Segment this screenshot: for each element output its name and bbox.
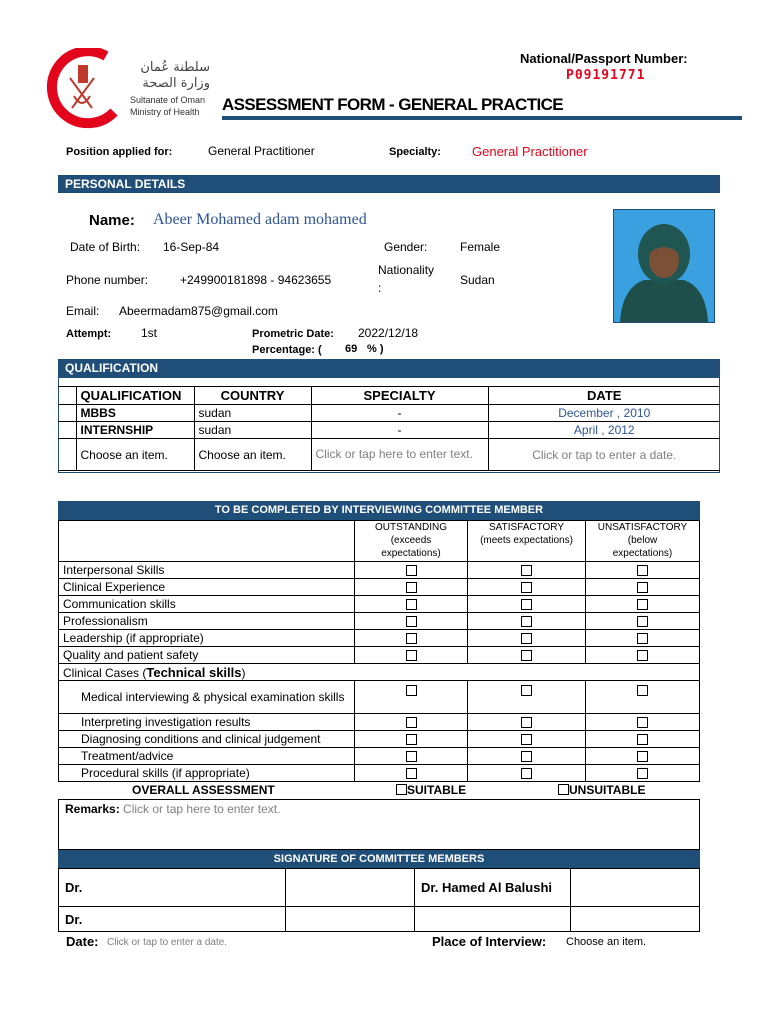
technical-skills-label: Technical skills: [146, 664, 242, 680]
col-label: (below: [627, 535, 658, 546]
unsatisfactory-checkbox[interactable]: [637, 734, 648, 745]
satisfactory-cell: [468, 596, 586, 613]
unsuitable-checkbox[interactable]: [558, 784, 569, 795]
table-row: [58, 422, 720, 439]
dob-value[interactable]: 16-Sep-84: [163, 240, 220, 254]
qualification-table: [58, 386, 720, 471]
satisfactory-cell: [468, 731, 586, 748]
overall-assessment-label: OVERALL ASSESSMENT: [132, 783, 275, 797]
outstanding-checkbox[interactable]: [406, 751, 417, 762]
qual-row-marker: [58, 387, 76, 405]
clinical-cases-row: [59, 664, 700, 681]
specialty-value[interactable]: General Practitioner: [472, 144, 588, 159]
criterion-label: Treatment/advice: [59, 748, 355, 765]
satisfactory-checkbox[interactable]: [521, 717, 532, 728]
unsatisfactory-cell: [586, 562, 700, 579]
qual-row-marker: [58, 422, 76, 439]
table-row: [59, 765, 700, 782]
satisfactory-cell: [468, 714, 586, 731]
criterion-label: Interpreting investigation results: [59, 714, 355, 731]
logo-english-2: Ministry of Health: [130, 107, 200, 117]
outstanding-checkbox[interactable]: [406, 768, 417, 779]
col-specialty: SPECIALTY: [311, 387, 488, 405]
unsatisfactory-checkbox[interactable]: [637, 768, 648, 779]
attempt-value[interactable]: 1st: [141, 326, 158, 340]
unsatisfactory-checkbox[interactable]: [637, 717, 648, 728]
date-cell[interactable]: December , 2010: [488, 405, 720, 422]
satisfactory-checkbox[interactable]: [521, 599, 532, 610]
email-value[interactable]: Abeermadam875@gmail.com: [119, 304, 278, 318]
qualification-select[interactable]: Choose an item.: [76, 439, 194, 471]
email-label: Email:: [66, 304, 100, 318]
table-row: [58, 405, 720, 422]
date-cell[interactable]: April , 2012: [488, 422, 720, 439]
clinical-cases-end: ): [241, 665, 246, 680]
qualification-header-row: [58, 387, 720, 405]
outstanding-checkbox[interactable]: [406, 599, 417, 610]
table-row: [59, 596, 700, 613]
outstanding-cell: [355, 630, 468, 647]
outstanding-cell: [355, 748, 468, 765]
criterion-label: Communication skills: [59, 596, 355, 613]
suitable-option[interactable]: [396, 783, 466, 797]
outstanding-cell: [355, 562, 468, 579]
criterion-label: Quality and patient safety: [59, 647, 355, 664]
table-row: [59, 869, 700, 907]
satisfactory-cell: [468, 579, 586, 596]
country-select[interactable]: Choose an item.: [194, 439, 311, 471]
table-row: [59, 613, 700, 630]
passport-label: National/Passport Number:: [520, 51, 688, 66]
col-date: DATE: [488, 387, 720, 405]
person-photo-icon: [614, 210, 714, 322]
satisfactory-checkbox[interactable]: [521, 768, 532, 779]
passport-value: P09191771: [566, 68, 646, 83]
col-qualification: QUALIFICATION: [76, 387, 194, 405]
logo-arabic-2: وزارة الصحة: [142, 76, 210, 91]
applicant-photo: [613, 209, 715, 323]
table-row: [59, 630, 700, 647]
satisfactory-cell: [468, 562, 586, 579]
criteria-column-head: [59, 521, 355, 562]
clinical-cases-label: Clinical Cases (: [63, 665, 147, 680]
outstanding-checkbox[interactable]: [406, 616, 417, 627]
date-label: Date:: [66, 934, 99, 949]
signature-name-cell[interactable]: Dr.: [59, 869, 286, 907]
satisfactory-checkbox[interactable]: [521, 650, 532, 661]
criterion-label: Diagnosing conditions and clinical judgement: [59, 731, 355, 748]
col-label: UNSATISFACTORY: [597, 522, 688, 533]
position-label: Position applied for:: [66, 146, 173, 158]
unsatisfactory-cell: [586, 613, 700, 630]
col-label: expectations): [381, 548, 441, 559]
name-value[interactable]: Abeer Mohamed adam mohamed: [153, 211, 367, 228]
unsatisfactory-checkbox[interactable]: [637, 650, 648, 661]
signature-sign-cell[interactable]: [286, 869, 415, 907]
satisfactory-checkbox[interactable]: [521, 751, 532, 762]
unsatisfactory-cell: [586, 596, 700, 613]
personal-details-header: PERSONAL DETAILS: [58, 175, 720, 193]
unsatisfactory-cell: [586, 714, 700, 731]
satisfactory-checkbox[interactable]: [521, 734, 532, 745]
outstanding-cell: [355, 596, 468, 613]
col-unsatisfactory: [586, 521, 700, 562]
prometric-value[interactable]: 2022/12/18: [358, 326, 419, 340]
table-row: [59, 647, 700, 664]
satisfactory-checkbox[interactable]: [521, 565, 532, 576]
attempt-label: Attempt:: [66, 328, 112, 340]
satisfactory-checkbox[interactable]: [521, 685, 532, 696]
unsatisfactory-cell: [586, 748, 700, 765]
signature-name-cell[interactable]: [415, 907, 571, 932]
satisfactory-cell: [468, 748, 586, 765]
qual-cell[interactable]: INTERNSHIP: [76, 422, 194, 439]
percentage-suffix: % ): [367, 343, 384, 355]
remarks-input[interactable]: Click or tap here to enter text.: [123, 802, 281, 816]
outstanding-checkbox[interactable]: [406, 734, 417, 745]
col-label: expectations): [612, 548, 673, 559]
col-satisfactory: [468, 521, 586, 562]
outstanding-cell: [355, 579, 468, 596]
col-label: (exceeds: [390, 535, 432, 546]
col-label: OUTSTANDING: [374, 522, 448, 533]
criterion-label: Leadership (if appropriate): [59, 630, 355, 647]
form-title: ASSESSMENT FORM - GENERAL PRACTICE: [222, 95, 564, 114]
criterion-label: Procedural skills (if appropriate): [59, 765, 355, 782]
unsatisfactory-cell: [586, 647, 700, 664]
signature-header: SIGNATURE OF COMMITTEE MEMBERS: [58, 850, 700, 868]
unsatisfactory-checkbox[interactable]: [637, 582, 648, 593]
satisfactory-cell: [468, 630, 586, 647]
country-cell[interactable]: sudan: [194, 422, 311, 439]
remarks-label: Remarks:: [65, 802, 120, 816]
satisfactory-cell: [468, 613, 586, 630]
logo-arabic-1: سلطنة عُمان: [140, 60, 210, 75]
header-rule: [222, 116, 742, 120]
signature-sign-cell[interactable]: [286, 907, 415, 932]
place-select[interactable]: Choose an item.: [566, 936, 647, 948]
unsatisfactory-cell: [586, 765, 700, 782]
satisfactory-checkbox[interactable]: [521, 582, 532, 593]
table-row: [59, 562, 700, 579]
criterion-label: Interpersonal Skills: [59, 562, 355, 579]
moh-emblem-icon: [44, 48, 126, 130]
unsatisfactory-checkbox[interactable]: [637, 565, 648, 576]
satisfactory-checkbox[interactable]: [521, 633, 532, 644]
outstanding-checkbox[interactable]: [406, 717, 417, 728]
table-row: [59, 907, 700, 932]
qual-cell[interactable]: MBBS: [76, 405, 194, 422]
country-cell[interactable]: sudan: [194, 405, 311, 422]
unsuitable-option[interactable]: [558, 783, 645, 797]
clinical-cases-heading: [59, 664, 700, 681]
satisfactory-cell: [468, 765, 586, 782]
gender-label: Gender:: [384, 240, 428, 254]
table-row: [58, 439, 720, 471]
date-picker[interactable]: Click or tap to enter a date.: [488, 439, 720, 471]
nationality-colon: :: [378, 281, 382, 295]
assessment-table: [58, 520, 700, 782]
logo-english-1: Sultanate of Oman: [130, 95, 206, 105]
criterion-label: Professionalism: [59, 613, 355, 630]
unsatisfactory-checkbox[interactable]: [637, 751, 648, 762]
dob-label: Date of Birth:: [70, 240, 141, 254]
specialty-cell[interactable]: -: [311, 405, 488, 422]
outstanding-cell: [355, 647, 468, 664]
criterion-label: Medical interviewing & physical examination skills: [59, 681, 355, 714]
table-row: [59, 748, 700, 765]
specialty-label: Specialty:: [389, 146, 441, 158]
table-row: [59, 731, 700, 748]
percentage-label: Percentage: (: [252, 344, 322, 356]
table-row: [59, 579, 700, 596]
gender-value[interactable]: Female: [460, 240, 501, 254]
suitable-checkbox[interactable]: [396, 784, 407, 795]
remarks-box[interactable]: [58, 799, 700, 850]
col-label: SATISFACTORY: [488, 522, 565, 533]
name-label: Name:: [89, 212, 135, 229]
unsuitable-label: UNSUITABLE: [569, 783, 646, 797]
unsatisfactory-cell: [586, 630, 700, 647]
signature-sign-cell[interactable]: [571, 869, 700, 907]
assessment-header-row: [59, 521, 700, 562]
position-value[interactable]: General Practitioner: [208, 144, 315, 158]
outstanding-cell: [355, 613, 468, 630]
col-label: (meets expectations): [480, 535, 573, 546]
date-picker[interactable]: Click or tap to enter a date.: [107, 937, 228, 948]
outstanding-cell: [355, 765, 468, 782]
col-outstanding: [355, 521, 468, 562]
outstanding-cell: [355, 731, 468, 748]
unsatisfactory-checkbox[interactable]: [637, 599, 648, 610]
table-row: [59, 714, 700, 731]
place-label: Place of Interview:: [432, 934, 547, 949]
outstanding-cell: [355, 681, 468, 714]
qual-row-marker: [58, 439, 76, 471]
satisfactory-checkbox[interactable]: [521, 616, 532, 627]
unsatisfactory-cell: [586, 579, 700, 596]
outstanding-cell: [355, 714, 468, 731]
prometric-label: Prometric Date:: [252, 328, 334, 340]
unsatisfactory-cell: [586, 681, 700, 714]
outstanding-checkbox[interactable]: [406, 650, 417, 661]
satisfactory-cell: [468, 647, 586, 664]
qual-row-marker: [58, 405, 76, 422]
phone-label: Phone number:: [66, 273, 149, 287]
nationality-value[interactable]: Sudan: [460, 273, 495, 287]
moh-logo: [44, 48, 214, 130]
specialty-text-input[interactable]: Click or tap here to enter text.: [311, 439, 488, 471]
specialty-cell[interactable]: -: [311, 422, 488, 439]
outstanding-checkbox[interactable]: [406, 633, 417, 644]
nationality-label: Nationality: [378, 263, 435, 277]
outstanding-checkbox[interactable]: [406, 582, 417, 593]
unsatisfactory-checkbox[interactable]: [637, 633, 648, 644]
signature-name-cell[interactable]: Dr.: [59, 907, 286, 932]
satisfactory-cell: [468, 681, 586, 714]
table-row: [59, 681, 700, 714]
signature-name-cell[interactable]: Dr. Hamed Al Balushi: [415, 869, 571, 907]
percentage-value[interactable]: 69: [345, 343, 358, 355]
criterion-label: Clinical Experience: [59, 579, 355, 596]
suitable-label: SUITABLE: [407, 783, 467, 797]
qualification-header: QUALIFICATION: [58, 359, 720, 378]
unsatisfactory-cell: [586, 731, 700, 748]
outstanding-checkbox[interactable]: [406, 685, 417, 696]
outstanding-checkbox[interactable]: [406, 565, 417, 576]
phone-value[interactable]: +249900181898 - 94623655: [180, 273, 332, 287]
col-country: COUNTRY: [194, 387, 311, 405]
unsatisfactory-checkbox[interactable]: [637, 616, 648, 627]
signature-table: [58, 868, 700, 932]
assessment-header: TO BE COMPLETED BY INTERVIEWING COMMITTEE MEMBER: [58, 501, 700, 520]
unsatisfactory-checkbox[interactable]: [637, 685, 648, 696]
signature-sign-cell[interactable]: [571, 907, 700, 932]
